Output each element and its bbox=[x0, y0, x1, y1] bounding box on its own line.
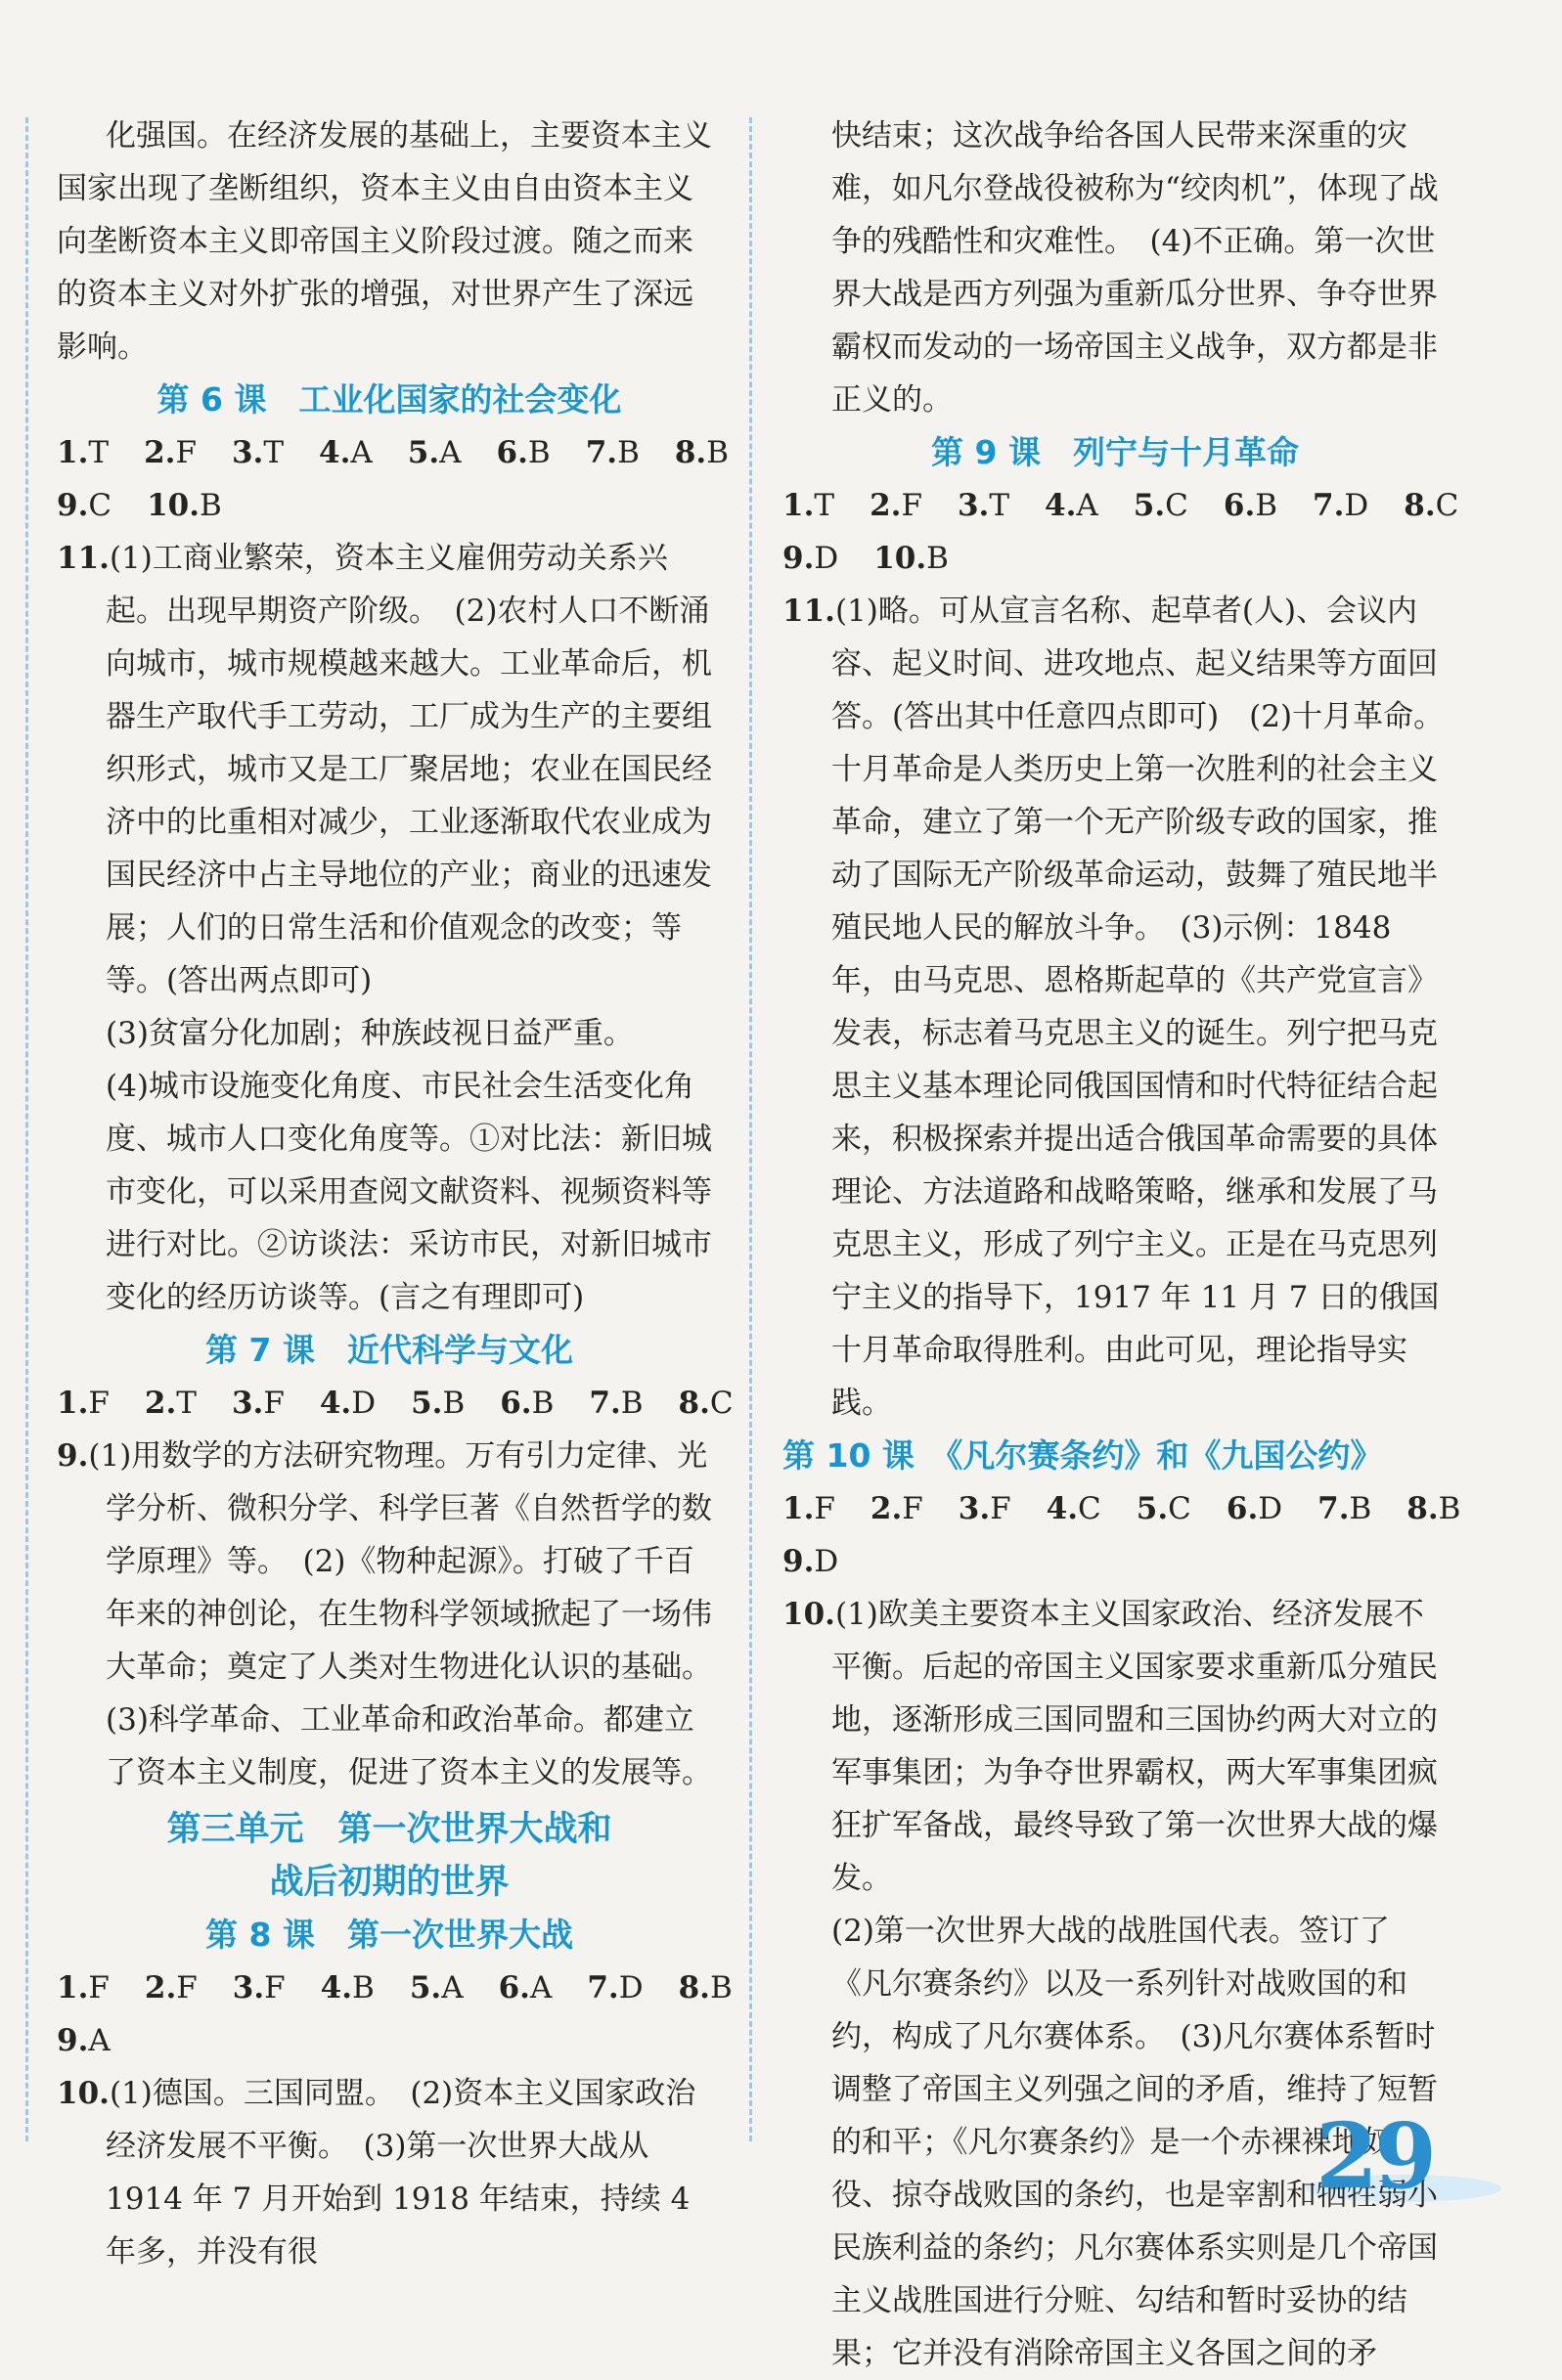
lesson-10-q10-part2: (2)第一次世界大战的战胜国代表。签订了《凡尔赛条约》以及一系列针对战败国的和约，构成了凡尔赛体系。 (3)凡尔赛体系暂时调整了帝国主义列强之间的矛盾，维持了短暂的和平；《凡尔赛条约》是一个赤裸裸地奴役、掠夺战败国的条约，也是宰割和牺牲弱小民族利益的条约；凡尔赛体系实则是几个帝国主义战胜国进行分赃、勾结和暂时妥协的结果；它并没有消除帝国主义各国之间的矛 bbox=[831, 1914, 1438, 2371]
answer-item: 2.F bbox=[870, 1491, 923, 1526]
answer-item: 3.F bbox=[232, 1970, 286, 2005]
answer-item: 6.B bbox=[1223, 488, 1278, 523]
lesson-10-answers-2 bbox=[782, 1535, 1448, 1588]
right-column bbox=[782, 110, 1461, 2380]
answer-item: 8.C bbox=[1404, 488, 1459, 523]
answer-item: 4.A bbox=[319, 435, 373, 470]
answer-item: 6.D bbox=[1226, 1491, 1283, 1526]
answer-item: 9.C bbox=[57, 488, 112, 523]
answer-item: 5.B bbox=[411, 1386, 466, 1421]
answer-item: 5.A bbox=[407, 435, 462, 470]
answer-item: 10.B bbox=[873, 541, 949, 576]
answer-item: 6.B bbox=[496, 435, 551, 470]
answer-item: 3.F bbox=[958, 1491, 1011, 1526]
answer-item: 2.F bbox=[870, 488, 922, 523]
question-number: 9. bbox=[57, 1438, 89, 1474]
lesson-8-answers-2 bbox=[57, 2014, 722, 2067]
question-number: 10. bbox=[57, 2076, 110, 2111]
unit-3-title-line-2: 战后初期的世界 bbox=[269, 1863, 510, 1902]
answer-item: 9.A bbox=[57, 2023, 111, 2058]
answer-item: 8.B bbox=[674, 435, 730, 470]
column-divider bbox=[749, 117, 752, 2141]
question-number: 10. bbox=[782, 1597, 835, 1632]
answer-item: 1.T bbox=[57, 435, 110, 470]
answer-item: 7.B bbox=[585, 435, 640, 470]
question-text: (1)工商业繁荣，资本主义雇佣劳动关系兴起。出现早期资产阶级。 (2)农村人口不断涌向城市，城市规模越来越大。工业革命后，机器生产取代手工劳动，工厂成为生产的主要组织形式，城市又是工厂聚居地；农业在国民经济中的比重相对减少，工业逐渐取代农业成为国民经济中占主导地位的产业；商业的迅速发展；人们的日常生活和价值观念的改变；等等。(答出两点即可) bbox=[106, 541, 712, 998]
answer-item: 2.F bbox=[144, 1970, 198, 2005]
answer-item: 3.T bbox=[231, 435, 285, 470]
lesson-10-answers bbox=[782, 1482, 1461, 1535]
answer-item: 8.B bbox=[1406, 1491, 1461, 1526]
lesson-9-q11 bbox=[782, 585, 1448, 1430]
lesson-10-q10 bbox=[782, 1588, 1448, 1905]
answer-item: 1.F bbox=[57, 1970, 110, 2005]
answer-item: 7.D bbox=[587, 1970, 644, 2005]
answer-item: 1.T bbox=[782, 488, 835, 523]
answer-item: 4.B bbox=[320, 1970, 375, 2005]
question-text: (1)欧美主要资本主义国家政治、经济发展不平衡。后起的帝国主义国家要求重新瓜分殖民地，逐渐形成三国同盟和三国协约两大对立的军事集团；为争夺世界霸权，两大军事集团疯狂扩军备战，最终导致了第一次世界大战的爆发。 bbox=[831, 1597, 1438, 1896]
answer-item: 6.A bbox=[498, 1970, 553, 2005]
answer-item: 2.F bbox=[144, 435, 197, 470]
answer-item: 8.B bbox=[678, 1970, 733, 2005]
left-column bbox=[57, 110, 734, 2278]
answer-item: 9.D bbox=[782, 1544, 839, 1579]
answer-item: 7.B bbox=[589, 1386, 644, 1421]
intro-paragraph: 化强国。在经济发展的基础上，主要资本主义国家出现了垄断组织，资本主义由自由资本主义向垄断资本主义即帝国主义阶段过渡。随之而来的资本主义对外扩张的增强，对世界产生了深远影响。 bbox=[57, 118, 712, 365]
question-text: (1)德国。三国同盟。 (2)资本主义国家政治经济发展不平衡。 (3)第一次世界大战从 1914 年 7 月开始到 1918 年结束，持续 4 年多，并没有很 bbox=[106, 2076, 696, 2270]
lesson-7-q9 bbox=[57, 1430, 728, 1799]
lesson-8-title: 第 8 课 第一次世界大战 bbox=[205, 1916, 573, 1954]
lesson-8-answers bbox=[57, 1961, 733, 2014]
answer-item: 1.F bbox=[782, 1491, 835, 1526]
lesson-10-title: 第 10 课 《凡尔赛条约》和《九国公约》 bbox=[782, 1436, 1383, 1475]
answer-item: 8.C bbox=[678, 1386, 734, 1421]
lesson-6-title: 第 6 课 工业化国家的社会变化 bbox=[156, 380, 622, 419]
lesson-6-answers-2 bbox=[57, 479, 722, 532]
answer-item: 3.T bbox=[957, 488, 1010, 523]
unit-3-title-line-1: 第三单元 第一次世界大战和 bbox=[166, 1810, 612, 1849]
lesson-9-answers-2 bbox=[782, 532, 1448, 585]
lesson-6-q11-part3: (3)贫富分化加剧；种族歧视日益严重。 bbox=[106, 1016, 634, 1051]
answer-item: 5.A bbox=[409, 1970, 464, 2005]
lesson-6-q11-part4: (4)城市设施变化角度、市民社会生活变化角度、城市人口变化角度等。①对比法：新旧城市变化，可以采用查阅文献资料、视频资料等进行对比。②访谈法：采访市民，对新旧城市变化的经历访谈等。(言之有理即可) bbox=[106, 1069, 712, 1315]
answer-item: 6.B bbox=[500, 1386, 555, 1421]
answer-item: 10.B bbox=[147, 488, 222, 523]
lesson-6-q11 bbox=[57, 532, 722, 1007]
answer-item: 1.F bbox=[57, 1386, 110, 1421]
answer-item: 7.D bbox=[1313, 488, 1369, 523]
lesson-6-answers bbox=[57, 426, 730, 479]
lesson-7-title: 第 7 课 近代科学与文化 bbox=[205, 1331, 573, 1369]
answer-item: 5.C bbox=[1133, 488, 1188, 523]
question-number: 11. bbox=[782, 594, 835, 629]
answer-item: 7.B bbox=[1317, 1491, 1372, 1526]
lesson-8-q10 bbox=[57, 2067, 722, 2278]
answer-item: 2.T bbox=[144, 1386, 197, 1421]
lesson-7-answers bbox=[57, 1377, 734, 1430]
answer-item: 9.D bbox=[782, 541, 839, 576]
answer-item: 4.A bbox=[1045, 488, 1098, 523]
question-text: (1)用数学的方法研究物理。万有引力定律、光学分析、微积分学、科学巨著《自然哲学的数学原理》等。 (2)《物种起源》。打破了千百年来的神创论，在生物科学领域掀起了一场伟大革命；奠定了人类对生物进化认识的基础。 (3)科学革命、工业革命和政治革命。都建立了资本主义制度，促进了资本主义的发展等。 bbox=[88, 1438, 728, 1790]
answer-item: 3.F bbox=[231, 1386, 285, 1421]
left-margin-divider bbox=[25, 117, 28, 2141]
lesson-9-title: 第 9 课 列宁与十月革命 bbox=[931, 433, 1299, 471]
page-number: 29 bbox=[1316, 2102, 1472, 2210]
answer-item: 4.D bbox=[319, 1386, 377, 1421]
continued-paragraph: 快结束；这次战争给各国人民带来深重的灾难，如凡尔登战役被称为“绞肉机”，体现了战争的残酷性和灾难性。 (4)不正确。第一次世界大战是西方列强为重新瓜分世界、争夺世界霸权而发动的一场帝国主义战争，双方都是非正义的。 bbox=[831, 118, 1439, 418]
answer-item: 4.C bbox=[1046, 1491, 1101, 1526]
answer-item: 5.C bbox=[1136, 1491, 1191, 1526]
lesson-9-answers bbox=[782, 479, 1459, 532]
question-text: (1)略。可从宣言名称、起草者(人)、会议内容、起义时间、进攻地点、起义结果等方面回答。(答出其中任意四点即可) (2)十月革命。十月革命是人类历史上第一次胜利的社会主义革命，建立了第一个无产阶级专政的国家，推动了国际无产阶级革命运动，鼓舞了殖民地半殖民地人民的解放斗争。 (3)示例：1848 年，由马克思、恩格斯起草的《共产党宣言》发表，标志着马克思主义的诞生。列宁把马克思主义基本理论同俄国国情和时代特征结合起来，积极探索并提出适合俄国革命需要的具体理论、方法道路和战略策略，继承和发展了马克思主义，形成了列宁主义。正是在马克思列宁主义的指导下，1917 年 11 月 7 日的俄国十月革命取得胜利。由此可见，理论指导实践。 bbox=[831, 594, 1445, 1421]
question-number: 11. bbox=[57, 541, 110, 576]
